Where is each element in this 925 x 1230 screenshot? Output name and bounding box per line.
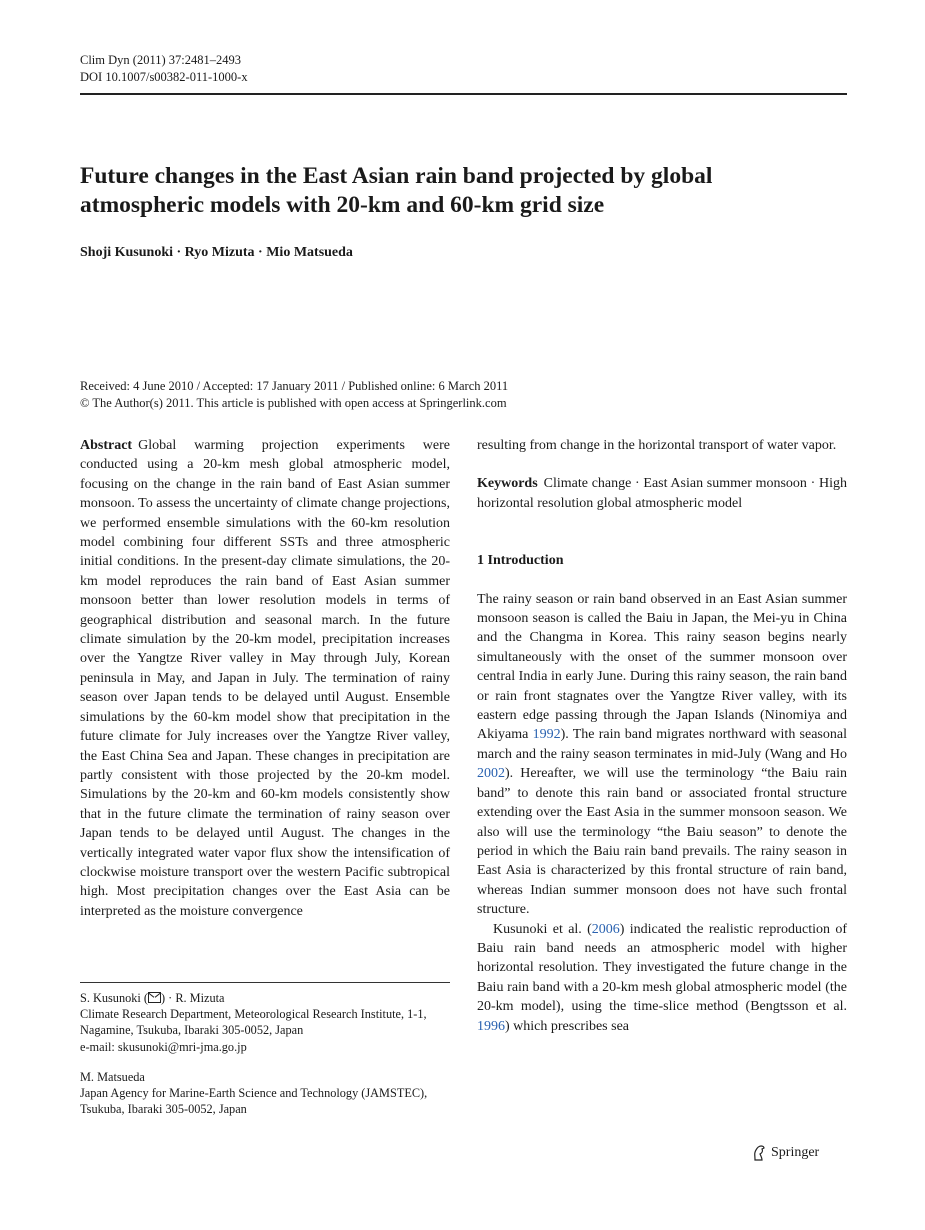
intro-paragraph-1: The rainy season or rain band observed in an East Asian summer monsoon season is called the Baiu in Japan, the Mei-yu in China and the Changma in Korea. This rainy season begins nearly simultaneously with the onset of the summer monsoon over central India in early June. During this rainy season, the rain band or rain front stagnates over the Yangtze River valley, with its eastern edge passing through the Japan Islands (Ninomiya and Akiyama 1992). The rain band migrates northward with seasonal march and the rainy season terminates in mid-July (Wang and Ho 2002). Hereafter, we will use the terminology “the Baiu rain band” to denote this rain band or associated frontal structure extending over the East Asia in the summer monsoon season. We also will use the terminology “the Baiu season” to denote the period in which the Baiu rain band prevails. The rainy season in East Asia is characterized by this frontal structure of rain band, whereas Indian summer monsoon does not have such frontal structure. bbox=[477, 591, 847, 918]
abstract-continuation: resulting from change in the horizontal transport of water vapor. bbox=[477, 438, 837, 453]
keywords-text: Climate change · East Asian summer monsoon · High horizontal resolution global atmospheric model bbox=[477, 476, 847, 511]
left-column bbox=[80, 436, 450, 921]
footnote-affiliation-a: Climate Research Department, Meteorological Research Institute, 1-1, Nagamine, Tsukuba, Ibaraki 305-0052, Japan bbox=[80, 1007, 427, 1038]
citation-link[interactable]: 1996 bbox=[477, 1018, 505, 1034]
journal-citation: Clim Dyn (2011) 37:2481–2493 bbox=[80, 53, 241, 67]
springer-horse-icon bbox=[752, 1145, 766, 1161]
citation-link[interactable]: 1992 bbox=[532, 727, 561, 743]
right-column bbox=[477, 436, 847, 1036]
abstract-label: Abstract bbox=[80, 438, 133, 453]
abstract-text: Global warming projection experiments were conducted using a 20-km mesh global atmospheric model, focusing on the change in the rain band of East Asian summer monsoon. To assess the uncertainty of climate change projections, we performed ensemble simulations with the 60-km resolution model combining four different SSTs and three atmospheric initial conditions. In the present-day climate simulations, the 20-km model reproduces the rain band of East Asian summer monsoon better than lower resolution models in terms of geographical distribution and seasonal march. In the future climate simulation by the 20-km model, precipitation increases over the Yangtze River valley in May through July, Korean peninsula in May, and Japan in July. The termination of rainy season over Japan tends to be delayed until August. Ensemble simulations by the 60-km model show that precipitation in the future climate for July increases over the Yangtze River valley, the East China Sea and Japan. These changes in precipitation are partly consistent with those projected by the 20-km model. Simulations by the 20-km and 60-km models consistently show that in the future climate the termination of rainy season over Japan tends to be delayed until August. The changes in the vertically integrated water vapor flux show the intensification of clockwise moisture transport over the western Pacific subtropical high. Most precipitation changes over the East Asia can be interpreted as the moisture convergence bbox=[80, 438, 450, 919]
author-footnotes bbox=[80, 990, 450, 1117]
author-list: Shoji Kusunoki · Ryo Mizuta · Mio Matsueda bbox=[80, 245, 353, 260]
header-rule bbox=[80, 93, 847, 95]
footnote-rule bbox=[80, 982, 450, 983]
received-accepted-published: Received: 4 June 2010 / Accepted: 17 January 2011 / Published online: 6 March 2011 bbox=[80, 379, 509, 393]
citation-link[interactable]: 2002 bbox=[477, 766, 505, 782]
article-title: Future changes in the East Asian rain band projected by global atmospheric models with 20-km and 60-km grid size bbox=[80, 163, 713, 218]
footnote-affiliation-b: Japan Agency for Marine-Earth Science and Technology (JAMSTEC), Tsukuba, Ibaraki 305-0052, Japan bbox=[80, 1086, 428, 1117]
section-heading-introduction: 1 Introduction bbox=[477, 553, 564, 569]
copyright-line: © The Author(s) 2011. This article is published with open access at Springerlink.com bbox=[80, 396, 507, 410]
publisher-logo bbox=[752, 1145, 819, 1161]
journal-header bbox=[80, 52, 248, 86]
citation-link[interactable]: 2006 bbox=[591, 921, 620, 937]
abstract bbox=[80, 436, 450, 921]
intro-paragraph-2: Kusunoki et al. (2006) indicated the realistic reproduction of Baiu rain band needs an atmospheric model with higher horizontal resolution. They investigated the future change in the Baiu rain band with a 20-km mesh global atmospheric model (the 20-km model), using the time-slice method (Bengtsson et al. 1996) which prescribes sea bbox=[477, 921, 847, 1034]
keywords-label: Keywords bbox=[477, 476, 538, 492]
publisher-name: Springer bbox=[771, 1145, 820, 1160]
doi[interactable]: DOI 10.1007/s00382-011-1000-x bbox=[80, 70, 248, 84]
envelope-icon bbox=[148, 992, 161, 1003]
publication-dates bbox=[80, 378, 508, 412]
keywords bbox=[477, 474, 847, 513]
footnote-email[interactable]: e-mail: skusunoki@mri-jma.go.jp bbox=[80, 1039, 247, 1054]
footnote-author-b: M. Matsueda bbox=[80, 1069, 145, 1084]
footnote-author-a: S. Kusunoki ( ) · R. Mizuta bbox=[80, 991, 225, 1005]
